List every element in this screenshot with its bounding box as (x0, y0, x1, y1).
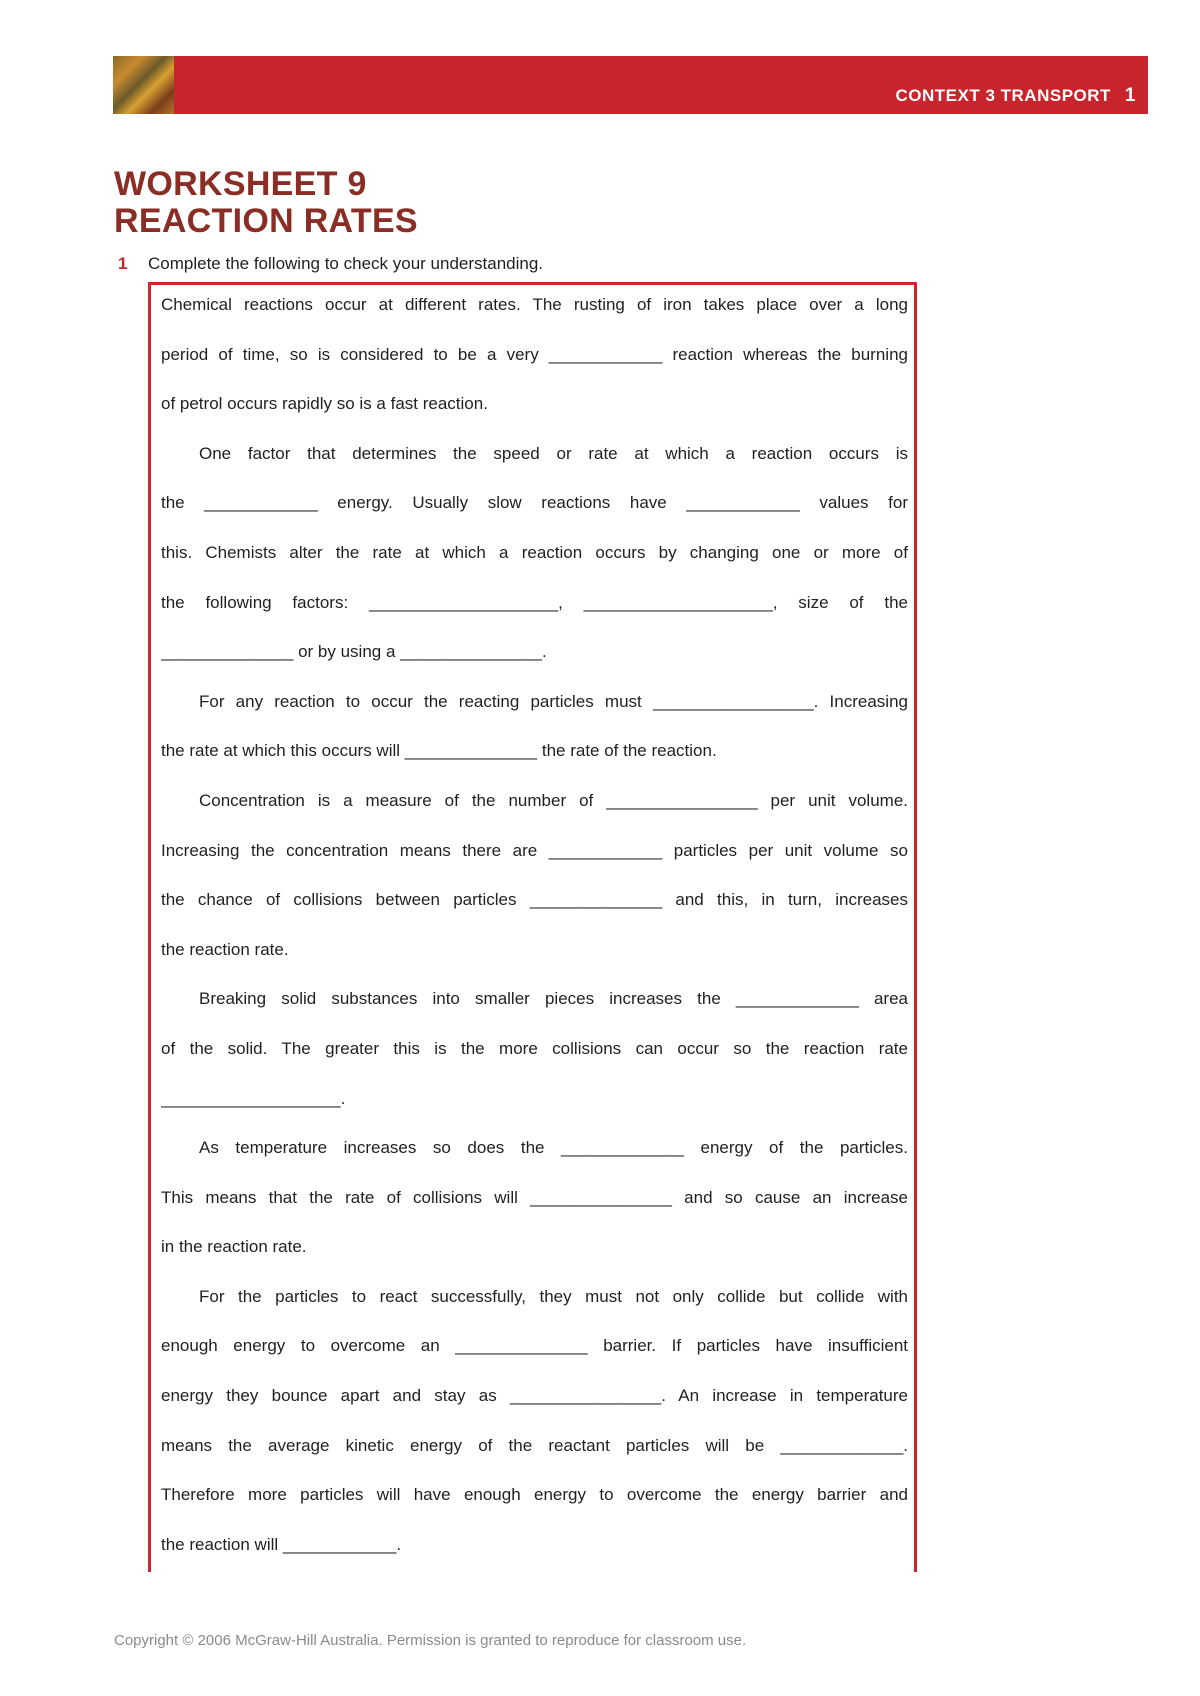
passage-line: Concentration is a measure of the number of ________________ per unit volume. (199, 790, 908, 810)
passage-line: For any reaction to occur the reacting particles must _________________. Increasing (199, 691, 908, 711)
passage-line: of the solid. The greater this is the more collisions can occur so the reaction rate (161, 1038, 908, 1058)
passage-line: Chemical reactions occur at different rates. The rusting of iron takes place over a long (161, 295, 908, 314)
passage-line: As temperature increases so does the _____________ energy of the particles. (199, 1138, 908, 1158)
passage-line: period of time, so is considered to be a very ____________ reaction whereas the burning (161, 344, 908, 364)
passage-line: means the average kinetic energy of the reactant particles will be _____________. (161, 1435, 908, 1455)
passage-line: the rate at which this occurs will ______________ the rate of the reaction. (161, 741, 717, 761)
passage-line: enough energy to overcome an ______________ barrier. If particles have insufficient (161, 1336, 908, 1356)
worksheet-number: WORKSHEET 9 (114, 165, 367, 203)
passage-line: Increasing the concentration means there are ____________ particles per unit volume so (161, 840, 908, 860)
worksheet-title (114, 166, 418, 240)
passage-line: the reaction rate. (161, 939, 289, 959)
cloze-passage (161, 294, 908, 1583)
passage-line: of petrol occurs rapidly so is a fast reaction. (161, 394, 488, 414)
passage-line: Breaking solid substances into smaller pieces increases the _____________ area (199, 989, 908, 1009)
passage-line: this. Chemists alter the rate at which a reaction occurs by changing one or more of (161, 542, 908, 562)
question-instruction: Complete the following to check your understanding. (148, 254, 544, 273)
passage-line: the following factors: ____________________, ____________________, size of the (161, 592, 908, 612)
passage-line: the reaction will ____________. (161, 1534, 402, 1554)
passage-line: the chance of collisions between particles ______________ and this, in turn, increases (161, 890, 908, 910)
passage-line: ___________________. (161, 1088, 346, 1108)
passage-line: Therefore more particles will have enough energy to overcome the energy barrier and (161, 1485, 908, 1505)
passage-line: This means that the rate of collisions will _______________ and so cause an increase (161, 1187, 908, 1207)
header-banner (113, 56, 1148, 114)
context-label: CONTEXT 3 TRANSPORT (895, 86, 1111, 105)
header-photo (113, 56, 174, 114)
header-label (896, 56, 1136, 114)
passage-line: For the particles to react successfully, they must not only collide but collide with (199, 1286, 908, 1306)
worksheet-topic: REACTION RATES (114, 202, 418, 240)
passage-line: One factor that determines the speed or rate at which a reaction occurs is (199, 443, 908, 463)
passage-line: in the reaction rate. (161, 1237, 307, 1257)
passage-line: the ____________ energy. Usually slow reactions have ____________ values for (161, 493, 908, 513)
passage-line: ______________ or by using a _______________. (161, 642, 547, 662)
page-number: 1 (1124, 85, 1136, 106)
copyright-footer: Copyright © 2006 McGraw-Hill Australia. Permission is granted to reproduce for classroom use. (114, 1632, 747, 1649)
passage-line: energy they bounce apart and stay as ________________. An increase in temperature (161, 1386, 908, 1406)
question-number: 1 (118, 254, 128, 273)
